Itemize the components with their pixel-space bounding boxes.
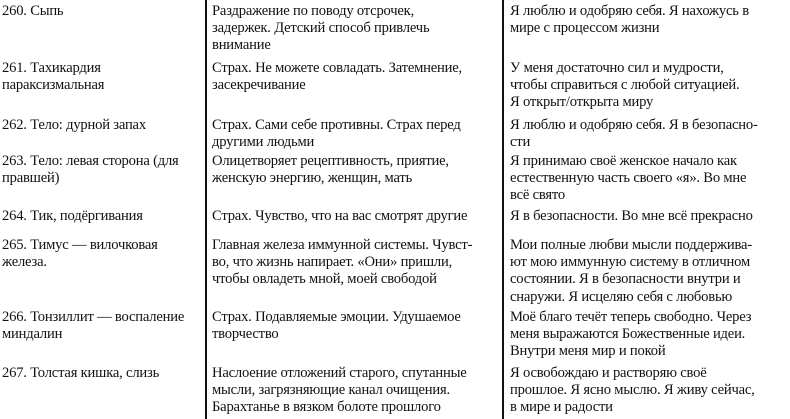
term-cell: 261. Тахикардия параксизмальная — [2, 60, 105, 94]
term-cell: 260. Сыпь — [2, 3, 64, 19]
term-cell: 267. Толстая кишка, слизь — [2, 365, 160, 381]
affirmation-cell: Я освобождаю и растворяю своё прошлое. Я ясно мыслю. Я живу сейчас, в мире и радости — [510, 365, 755, 416]
affirmation-cell: Мои полные любви мысли поддержива- ют мою иммунную систему в отличном состоянии. Я в безопасности внутри и снаружи. Я исцеляю себя с любовью — [510, 237, 752, 305]
column-divider-2 — [502, 0, 504, 419]
term-cell: 265. Тимус — вилочковая железа. — [2, 237, 158, 271]
affirmation-cell: У меня достаточно сил и мудрости, чтобы справиться с любой ситуацией. Я открыт/открыта миру — [510, 60, 740, 111]
affirmation-cell: Я в безопасности. Во мне всё прекрасно — [510, 208, 753, 224]
cause-cell: Олицетворяет рецептивность, приятие, женскую энергию, женщин, мать — [212, 153, 449, 187]
cause-cell: Главная железа иммунной системы. Чувст- во, что жизнь напирает. «Они» пришли, чтобы овладеть мной, моей свободой — [212, 237, 473, 288]
cause-cell: Раздражение по поводу отсрочек, задержек. Детский способ привлечь внимание — [212, 3, 430, 54]
term-cell: 262. Тело: дурной запах — [2, 117, 146, 133]
cause-cell: Страх. Подавляемые эмоции. Удушаемое творчество — [212, 309, 461, 343]
affirmation-cell: Я люблю и одобряю себя. Я в безопасно- сти — [510, 117, 758, 151]
cause-cell: Страх. Чувство, что на вас смотрят другие — [212, 208, 468, 224]
term-cell: 266. Тонзиллит — воспаление миндалин — [2, 309, 185, 343]
cause-cell: Страх. Сами себе противны. Страх перед другими людьми — [212, 117, 461, 151]
affirmation-cell: Я люблю и одобряю себя. Я нахожусь в мире с процессом жизни — [510, 3, 749, 37]
term-cell: 263. Тело: левая сторона (для правшей) — [2, 153, 179, 187]
cause-cell: Наслоение отложений старого, спутанные мысли, загрязняющие канал очищения. Барахтанье в вязком болоте прошлого — [212, 365, 467, 416]
term-cell: 264. Тик, подёргивания — [2, 208, 143, 224]
cause-cell: Страх. Не можете совладать. Затемнение, засекречивание — [212, 60, 462, 94]
affirmation-cell: Моё благо течёт теперь свободно. Через меня выражаются Божественные идеи. Внутри меня мир и покой — [510, 309, 752, 360]
affirmation-cell: Я принимаю своё женское начало как естественную часть своего «я». Во мне всё свято — [510, 153, 747, 204]
